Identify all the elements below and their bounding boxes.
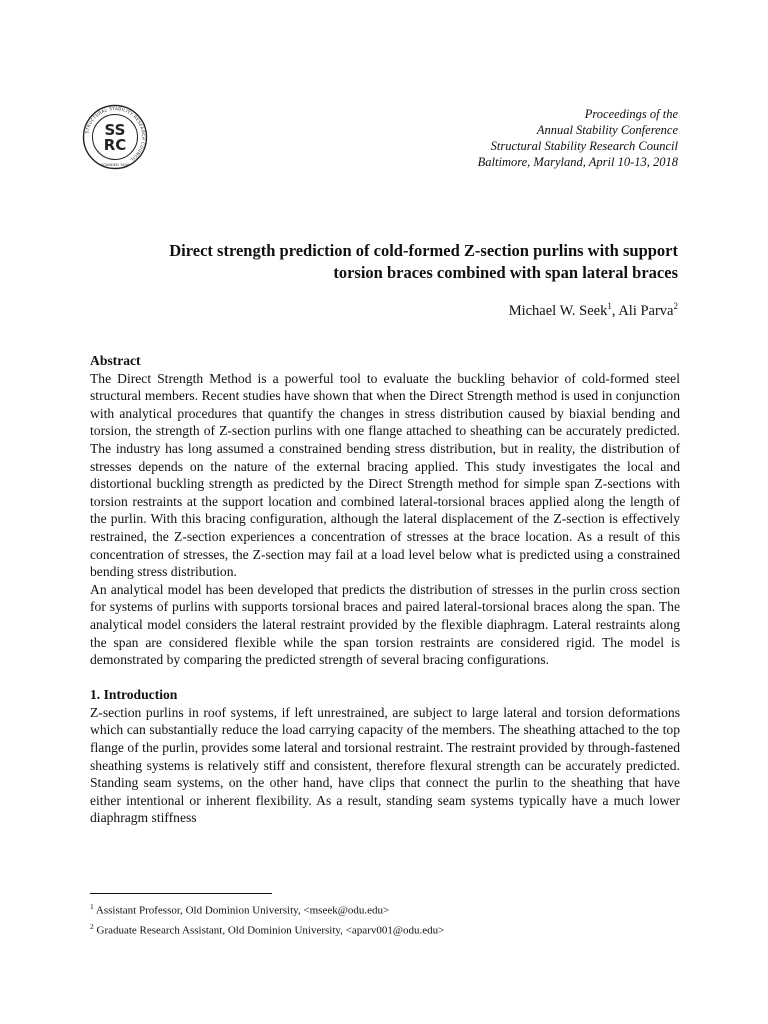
introduction-heading: 1. Introduction bbox=[90, 687, 178, 703]
footnote-divider bbox=[90, 893, 272, 894]
body-text bbox=[90, 352, 680, 827]
author-separator: , bbox=[611, 302, 619, 319]
ssrc-logo bbox=[82, 104, 148, 170]
footnote-2-text: Graduate Research Assistant, Old Dominion University, <aparv001@odu.edu> bbox=[93, 924, 445, 937]
footnote-1-mark: 1 bbox=[90, 902, 94, 911]
logo-text-bottom: RC bbox=[103, 136, 127, 154]
authors bbox=[178, 297, 678, 320]
abstract-paragraph-1: The Direct Strength Method is a powerful tool to evaluate the buckling behavior of cold-formed steel structural members. Recent studies have shown that when the Direct Strength method is used in conjunction with analytical procedures that quantify the changes in stress distribution caused by biaxial bending and torsion, the strength of Z-section purlins with one flange attached to sheathing can be accurately predicted. The industry has long assumed a constrained bending stress distribution, but in reality, the distribution of stresses depends on the nature of the external bracing applied. This study investigates the local and distortional buckling strength as predicted by the Direct Strength method for simple span Z-sections with torsion restraints at the support location and combined lateral-torsional braces applied along the length of the purlin. With this bracing configuration, although the lateral displacement of the Z-section is effectively restrained, the Z-section experiences a concentration of stresses at the brace location. As a result of this concentration of stresses, the Z-section may fail at a load level below what is predicted using a constrained bending stress distribution. bbox=[90, 370, 680, 580]
footnote-1 bbox=[90, 899, 680, 919]
logo-founded: FOUNDED 1944 bbox=[100, 163, 130, 167]
footnote-2-mark: 2 bbox=[90, 921, 94, 931]
author-1-mark: 1 bbox=[607, 301, 612, 311]
abstract-paragraph-2: An analytical model has been developed that predicts the distribution of stresses in the purlin cross section for systems of purlins with supports torsional braces and paired lateral-torsional braces along the span. The analytical model considers the lateral restraint provided by the flexible diaphragm. Lateral restraints along the span are considered flexible while the span torsion restraints are considered rigid. The model is demonstrated by comparing the predicted strength of several bracing configurations. bbox=[90, 581, 680, 668]
introduction-paragraph-1: Z-section purlins in roof systems, if left unrestrained, are subject to large lateral and torsion deformations which can substantially reduce the load carrying capacity of the members. The sheathing attached to the top flange of the purlin, provides some lateral and torsional restraint. The restraint provided by through-fastened sheathing systems is relatively stiff and consistent, therefore flexural strength can be accurately predicted. Standing seam systems, on the other hand, have clips that connect the purlin to the sheathing that have either intentional or inherent flexibility. As a result, standing seam systems typically have a much lower diaphragm stiffness bbox=[90, 704, 680, 826]
proceedings-line: Structural Stability Research Council bbox=[490, 139, 678, 153]
author-1: Michael W. Seek bbox=[508, 302, 608, 319]
title-line-1: Direct strength prediction of cold-formed Z-section purlins with support bbox=[169, 241, 678, 260]
abstract-heading: Abstract bbox=[90, 353, 141, 368]
proceedings-line: Annual Stability Conference bbox=[536, 123, 678, 137]
title-line-2: torsion braces combined with span lateral braces bbox=[333, 263, 678, 282]
proceedings-line: Proceedings of the bbox=[584, 107, 678, 121]
author-2: Ali Parva bbox=[618, 302, 674, 319]
proceedings-header bbox=[318, 106, 678, 170]
footnote-1-text: Assistant Professor, Old Dominion University, <mseek@odu.edu> bbox=[93, 904, 390, 917]
logo-ring-text: STRUCTURAL STABILITY RESEARCH COUNCIL bbox=[85, 106, 146, 162]
footnotes bbox=[90, 899, 680, 938]
proceedings-line: Baltimore, Maryland, April 10-13, 2018 bbox=[477, 155, 678, 169]
paper-title bbox=[78, 240, 678, 284]
logo-text-top: SS bbox=[104, 121, 126, 139]
author-2-mark: 2 bbox=[673, 301, 678, 311]
footnote-2 bbox=[90, 919, 680, 939]
